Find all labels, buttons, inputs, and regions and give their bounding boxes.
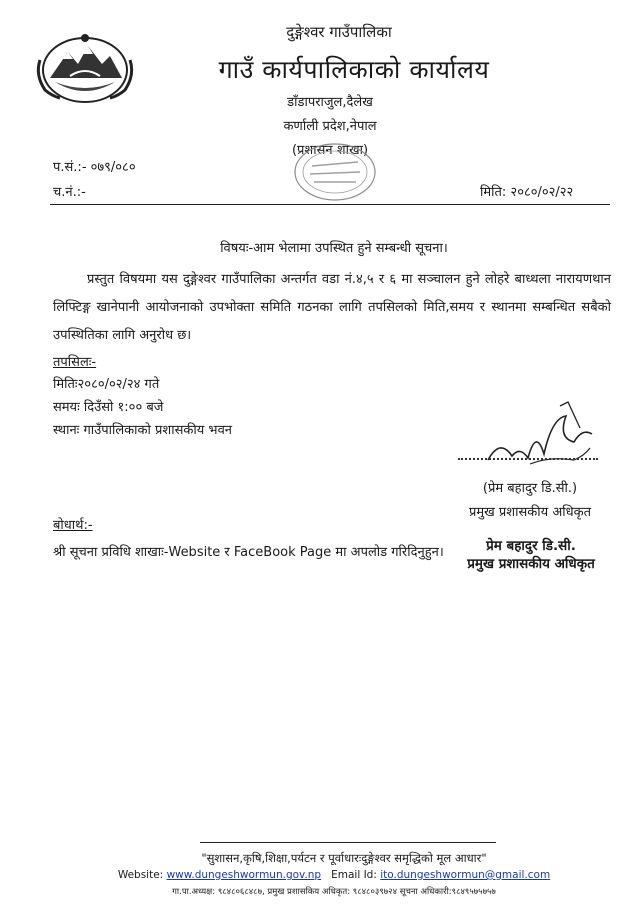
office-stamp-icon xyxy=(290,140,380,204)
signature-line xyxy=(458,458,598,460)
email-link[interactable]: ito.dungeshwormun@gmail.com xyxy=(380,869,551,881)
address-line-2: कर्णाली प्रदेश,नेपाल xyxy=(283,119,377,134)
header-divider xyxy=(50,204,610,205)
signer-name: (प्रेम बहादुर डि.सी.) xyxy=(482,481,578,496)
office-name: गाउँ कार्यपालिकाको कार्यालय xyxy=(218,55,490,84)
cc-heading: बोधार्थ:- xyxy=(53,518,93,533)
footer-contacts xyxy=(0,869,638,881)
section-name: (प्रशासन शाखा) xyxy=(291,143,369,158)
handwritten-signature-icon xyxy=(470,398,600,478)
details-heading: तपसिलः- xyxy=(53,355,97,370)
municipality-name: दुङ्गेश्वर गाउँपालिका xyxy=(286,23,392,41)
details-date: मितिः२०८०/०२/२४ गते xyxy=(53,377,160,392)
letter-date: मिति: २०८०/०२/२२ xyxy=(480,185,574,200)
name-stamp: प्रेम बहादुर डि.सी. xyxy=(486,538,576,554)
details-time: समयः दिउँसो १:०० बजे xyxy=(53,400,164,415)
website-label: Website: xyxy=(117,869,164,881)
title-stamp: प्रमुख प्रशासकीय अधिकृत xyxy=(467,556,595,572)
details-place: स्थानः गाउँपालिकाको प्रशासकीय भवन xyxy=(53,423,233,438)
footer-divider xyxy=(200,842,496,843)
subject-line: विषयः-आम भेलामा उपस्थित हुने सम्बन्धी सूचना। xyxy=(220,241,448,256)
dispatch-number: च.नं.:- xyxy=(53,185,86,200)
cc-text: श्री सूचना प्रविधि शाखाः-Website र FaceBook Page मा अपलोड गरिदिनुहुन। xyxy=(53,545,444,560)
website-link[interactable]: www.dungeshwormun.gov.np xyxy=(166,869,322,881)
signer-title: प्रमुख प्रशासकीय अधिकृत xyxy=(468,505,592,520)
letter-number: प.सं.:- ०७९/०८० xyxy=(53,160,136,175)
address-line-1: डाँडापराजुल,दैलेख xyxy=(287,95,373,110)
email-label: Email Id: xyxy=(331,869,377,881)
footer-phones: गा.पा.अध्यक्ष: ९८४८०६८४८७, प्रमुख प्रशासकिय अधिकृत: ९८४८०३९७२४ सूचना अधिकारी:९८४९५७५७५७ xyxy=(172,887,496,897)
body-paragraph: प्रस्तुत विषयमा यस दुङ्गेश्वर गाउँपालिका अन्तर्गत वडा नं.४,५ र ६ मा सञ्चालन हुने लोहरे बाध्थला नारायणथान लिफ्टिङ्ग खानेपानी आयोजनाको उपभोक्ता समिति गठनका लागि तपसिलको मिति,समय र स्थानमा सम्बन्धित सबैको उपस्थितिका लागि अनुरोध छ। xyxy=(53,272,611,343)
footer-slogan: "सुशासन,कृषि,शिक्षा,पर्यटन र पूर्वाधारःदुङ्गेश्वर समृद्धिको मूल आधार" xyxy=(201,851,487,865)
